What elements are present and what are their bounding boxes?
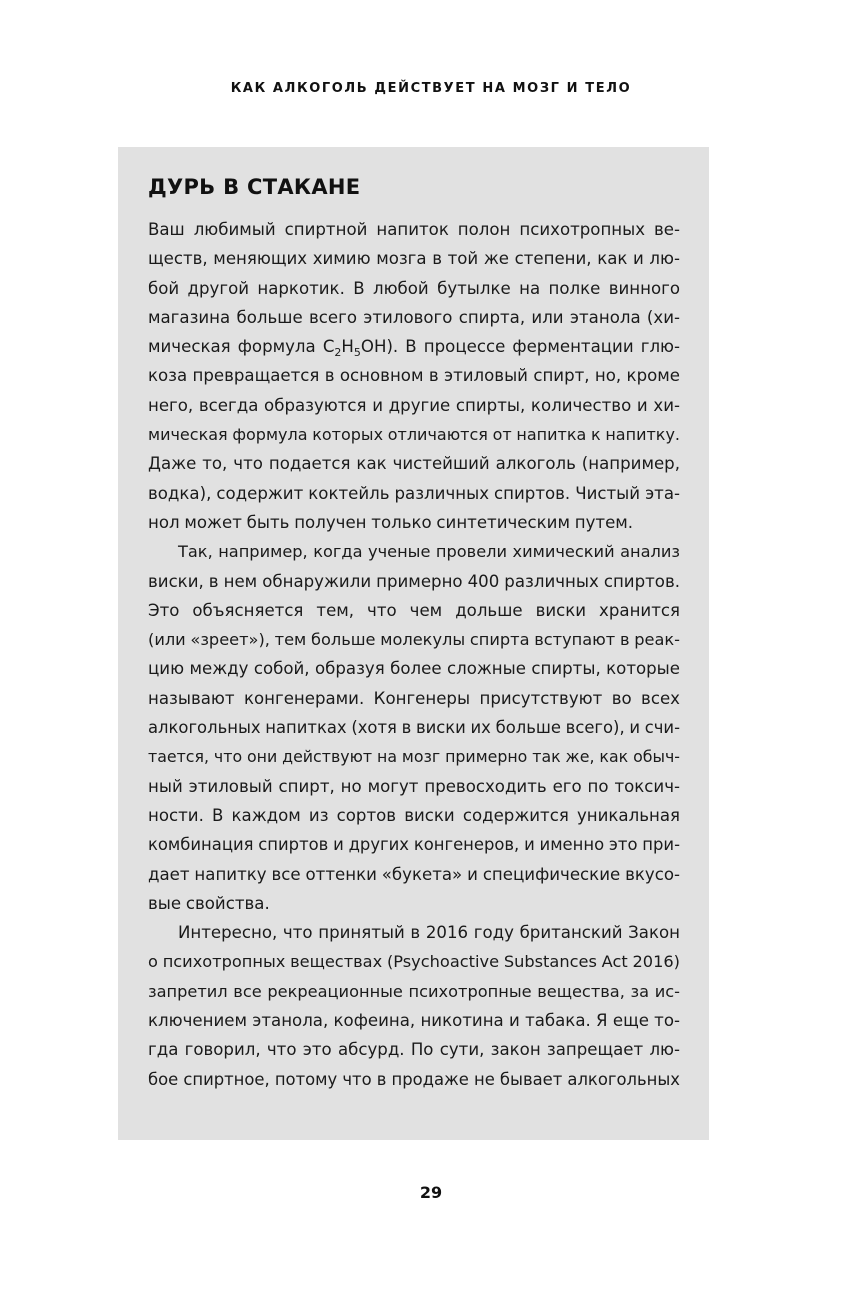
text-line: коза превращается в основном в этиловый спирт, но, кроме [148, 366, 680, 386]
text-line: магазина больше всего этилового спирта, или этанола (хи- [148, 307, 680, 327]
text-line: о психотропных веществах (Psychoactive Substances Act 2016) [148, 952, 680, 972]
text-line: Интересно, что принятый в 2016 году британский Закон [178, 923, 680, 943]
text-line: мическая формула которых отличаются от напитка к напитку. [148, 425, 680, 445]
text-line: комбинация спиртов и других конгенеров, и именно это при- [148, 835, 680, 855]
text-line: вые свойства. [148, 893, 270, 913]
sidebar-title: ДУРЬ В СТАКАНЕ [148, 175, 361, 199]
text-line: ществ, меняющих химию мозга в той же степени, как и лю- [148, 249, 680, 269]
formula-text: OH). В процессе ферментации глю- [360, 337, 681, 357]
text-line-formula [148, 332, 680, 361]
text-line: Это объясняется тем, что чем дольше виски хранится [148, 600, 680, 620]
text-line: виски, в нем обнаружили примерно 400 различных спиртов. [148, 571, 680, 591]
text-line: запретил все рекреационные психотропные вещества, за ис- [148, 981, 680, 1001]
text-line: ный этиловый спирт, но могут превосходить его по токсич- [148, 776, 680, 796]
text-line: бой другой наркотик. В любой бутылке на полке винного [148, 278, 680, 298]
text-line: алкогольных напитках (хотя в виски их больше всего), и счи- [148, 718, 680, 738]
text-line: него, всегда образуются и другие спирты, количество и хи- [148, 395, 680, 415]
page-number: 29 [419, 1183, 443, 1202]
text-line: ности. В каждом из сортов виски содержится уникальная [148, 805, 680, 825]
text-line: Даже то, что подается как чистейший алкоголь (например, [148, 454, 680, 474]
text-line: нол может быть получен только синтетическим путем. [148, 512, 634, 532]
text-line: Ваш любимый спиртной напиток полон психотропных ве- [148, 220, 680, 239]
text-line: тается, что они действуют на мозг примерно так же, как обыч- [148, 747, 680, 767]
text-line: Так, например, когда ученые провели химический анализ [178, 542, 680, 562]
formula-text: H [341, 337, 354, 357]
running-header: КАК АЛКОГОЛЬ ДЕЙСТВУЕТ НА МОЗГ И ТЕЛО [230, 81, 632, 96]
text-line: называют конгенерами. Конгенеры присутствуют во всех [148, 688, 680, 708]
sidebar-text [148, 215, 680, 1094]
text-line: гда говорил, что это абсурд. По сути, закон запрещает лю- [148, 1040, 680, 1060]
text-line: водка), содержит коктейль различных спиртов. Чистый эта- [148, 483, 680, 503]
text-line: цию между собой, образуя более сложные спирты, которые [148, 659, 680, 679]
text-line: бое спиртное, потому что в продаже не бывает алкогольных [148, 1069, 680, 1089]
text-line: дает напитку все оттенки «букета» и специфические вкусо- [148, 864, 680, 884]
formula-text: мическая формула C [148, 337, 335, 357]
text-line: ключением этанола, кофеина, никотина и табака. Я еще то- [148, 1011, 680, 1031]
formula-subscript: 5 [353, 346, 361, 360]
formula-subscript: 2 [334, 346, 342, 360]
text-line: (или «зреет»), тем больше молекулы спирта вступают в реак- [148, 630, 680, 650]
